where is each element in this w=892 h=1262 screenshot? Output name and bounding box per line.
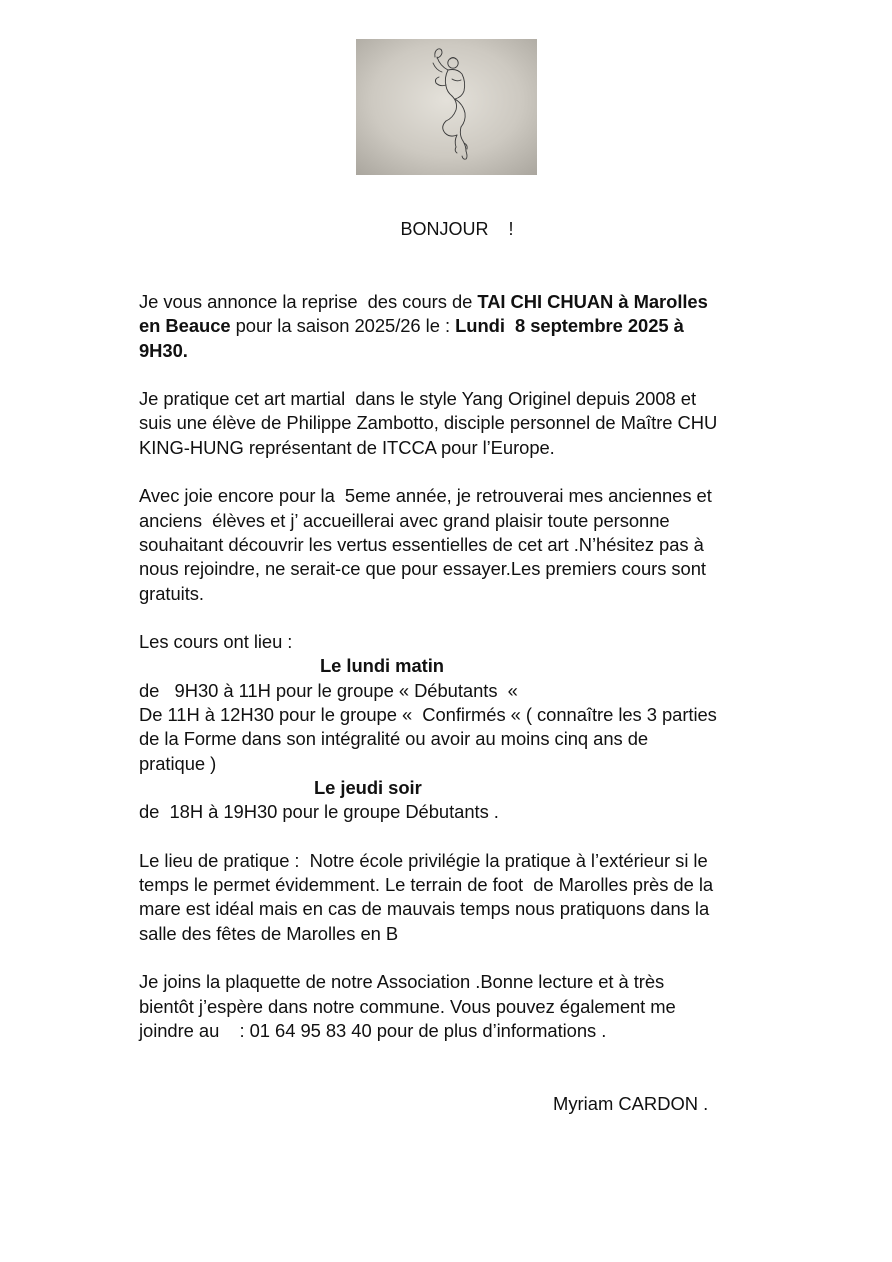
greeting-heading: BONJOUR !: [400, 219, 514, 239]
welcome-paragraph: [139, 484, 829, 605]
course-name: TAI CHI CHUAN à Marolles: [477, 291, 708, 312]
welcome-line: nous rejoindre, ne serait-ce que pour essayer.Les premiers cours sont: [139, 558, 706, 580]
intro-line-3: [139, 339, 829, 363]
intro-text: Je vous annonce la reprise des cours de: [139, 291, 478, 312]
location-line: temps le permet évidemment. Le terrain de foot de Marolles près de la: [139, 874, 714, 896]
closing-line: joindre au : 01 64 95 83 40 pour de plus d’informations .: [139, 1019, 607, 1041]
closing-line: bientôt j’espère dans notre commune. Vous pouvez également me: [139, 995, 676, 1017]
practice-line: Je pratique cet art martial dans le style Yang Originel depuis 2008 et: [139, 388, 697, 410]
thursday-line: de 18H à 19H30 pour le groupe Débutants .: [139, 801, 499, 823]
season-text: pour la saison 2025/26 le :: [230, 315, 456, 337]
closing-line: Je joins la plaquette de notre Association .Bonne lecture et à très: [139, 971, 665, 993]
welcome-line: gratuits.: [139, 582, 204, 604]
closing-paragraph: [139, 970, 829, 1043]
welcome-line: souhaitant découvrir les vertus essentielles de cet art .N’hésitez pas à: [139, 533, 704, 555]
welcome-line: Avec joie encore pour la 5eme année, je retrouverai mes anciennes et: [139, 485, 712, 507]
schedule-heading: Les cours ont lieu :: [139, 631, 293, 653]
intro-line-2: [139, 314, 829, 338]
tai-chi-figure-icon: [356, 39, 537, 175]
signature: Myriam CARDON .: [553, 1093, 709, 1114]
location-paragraph: [139, 849, 829, 946]
course-location: en Beauce: [139, 315, 231, 337]
monday-line: De 11H à 12H30 pour le groupe « Confirmés « ( connaître les 3 parties: [139, 704, 717, 726]
tai-chi-figure-illustration: [356, 39, 537, 175]
monday-line: de 9H30 à 11H pour le groupe « Débutants «: [139, 679, 518, 701]
start-time: 9H30.: [139, 339, 188, 361]
letter-body: [139, 290, 829, 1068]
thursday-title: Le jeudi soir: [314, 776, 422, 798]
practice-paragraph: [139, 387, 829, 460]
location-line: mare est idéal mais en cas de mauvais temps nous pratiquons dans la: [139, 898, 710, 920]
practice-line: suis une élève de Philippe Zambotto, disciple personnel de Maître CHU: [139, 412, 718, 434]
practice-line: KING-HUNG représentant de ITCCA pour l’Europe.: [139, 436, 555, 458]
welcome-line: anciens élèves et j’ accueillerai avec grand plaisir toute personne: [139, 509, 670, 531]
intro-paragraph: [139, 290, 829, 363]
schedule-section: [139, 630, 829, 824]
intro-line-1: [139, 290, 829, 314]
monday-title: Le lundi matin: [320, 655, 444, 677]
monday-line: pratique ): [139, 752, 217, 774]
location-line: Le lieu de pratique : Notre école privilégie la pratique à l’extérieur si le: [139, 849, 708, 871]
location-line: salle des fêtes de Marolles en B: [139, 922, 399, 944]
start-date: Lundi 8 septembre 2025 à: [455, 315, 684, 337]
monday-line: de la Forme dans son intégralité ou avoir au moins cinq ans de: [139, 728, 649, 750]
